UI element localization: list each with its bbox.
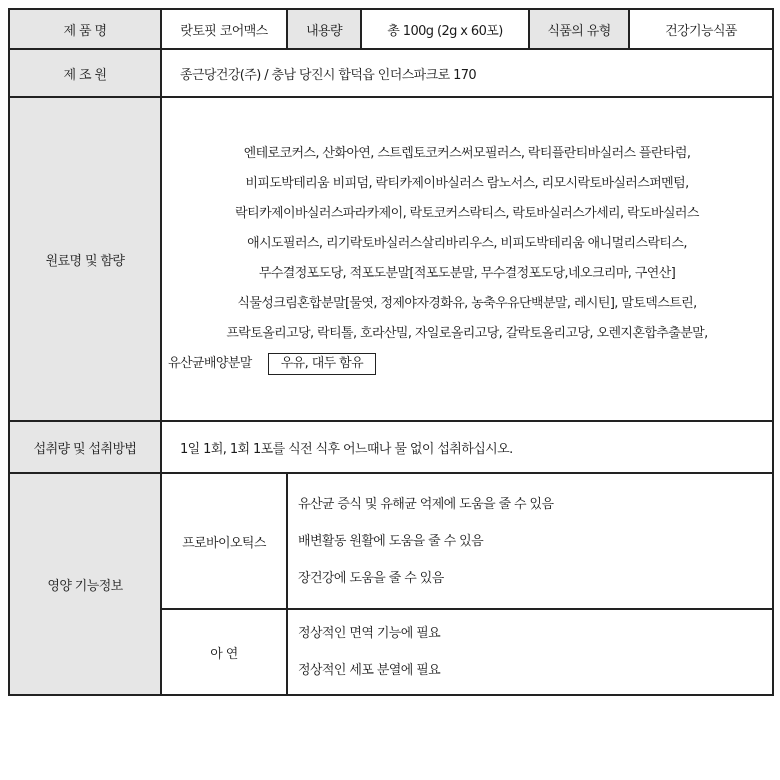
intake-row — [9, 421, 773, 473]
ingredients-row — [9, 97, 773, 421]
zinc-name: 아 연 — [161, 609, 287, 695]
allergen-badge: 우유, 대두 함유 — [268, 353, 376, 375]
ingredient-line: 애시도필러스, 리기락토바실러스살리바리우스, 비피도박테리움 애니멀리스락티스, — [247, 236, 687, 251]
product-name-row — [9, 9, 773, 49]
ingredient-line: 락티카제이바실러스파라카제이, 락토코커스락티스, 락토바실러스가세리, 락도바실러스 — [235, 206, 699, 221]
ingredient-line: 비피도박테리움 비피덤, 락티카제이바실러스 람노서스, 리모시락토바실러스퍼멘텀, — [245, 176, 689, 191]
probiotics-effects — [287, 473, 773, 609]
ingredients-list — [161, 97, 773, 421]
ingredient-line: 프락토올리고당, 락티톨, 호라산밀, 자일로올리고당, 갈락토올리고당, 오렌지혼합추출분말, — [226, 326, 708, 341]
manufacturer-value: 종근당건강(주) / 충남 당진시 합덕읍 인더스파크로 170 — [161, 49, 773, 97]
volume-value: 총 100g (2g x 60포) — [361, 9, 529, 49]
nutrition-function-row-probiotics — [9, 473, 773, 609]
zinc-effect: 정상적인 세포 분열에 필요 — [298, 663, 441, 678]
product-info-sheet — [8, 8, 772, 686]
manufacturer-row — [9, 49, 773, 97]
ingredient-last-line — [162, 349, 772, 379]
zinc-effects — [287, 609, 773, 695]
intake-value: 1일 1회, 1회 1포를 식전 식후 어느때나 물 없이 섭취하십시오. — [161, 421, 773, 473]
food-type-label: 식품의 유형 — [529, 9, 629, 49]
probiotics-name: 프로바이오틱스 — [161, 473, 287, 609]
manufacturer-label: 제 조 원 — [9, 49, 161, 97]
volume-label: 내용량 — [287, 9, 361, 49]
zinc-effect: 정상적인 면역 기능에 필요 — [298, 626, 441, 641]
probiotics-effect: 배변활동 원활에 도움을 줄 수 있음 — [298, 533, 484, 549]
product-name-label: 제 품 명 — [9, 9, 161, 49]
ingredient-line: 엔테로코커스, 산화아연, 스트렙토코커스써모필러스, 락티플란티바실러스 플란타럼, — [243, 146, 691, 161]
ingredient-culture-powder: 유산균배양분말 — [168, 356, 252, 371]
ingredient-line: 식물성크림혼합분말[물엿, 정제야자경화유, 농축우유단백분말, 레시틴], 말토덱스트린, — [237, 296, 697, 311]
nutrition-function-label: 영양 기능정보 — [9, 473, 161, 695]
food-type-value: 건강기능식품 — [629, 9, 773, 49]
probiotics-effect: 유산균 증식 및 유해균 억제에 도움을 줄 수 있음 — [298, 496, 554, 512]
intake-label: 섭취량 및 섭취방법 — [9, 421, 161, 473]
product-info-table — [8, 8, 774, 696]
probiotics-effect: 장건강에 도움을 줄 수 있음 — [298, 570, 444, 586]
ingredients-label: 원료명 및 함량 — [9, 97, 161, 421]
product-name-value: 랏토핏 코어맥스 — [161, 9, 287, 49]
ingredient-line: 무수결정포도당, 적포도분말[적포도분말, 무수결정포도당,네오크리마, 구연산] — [258, 266, 676, 281]
